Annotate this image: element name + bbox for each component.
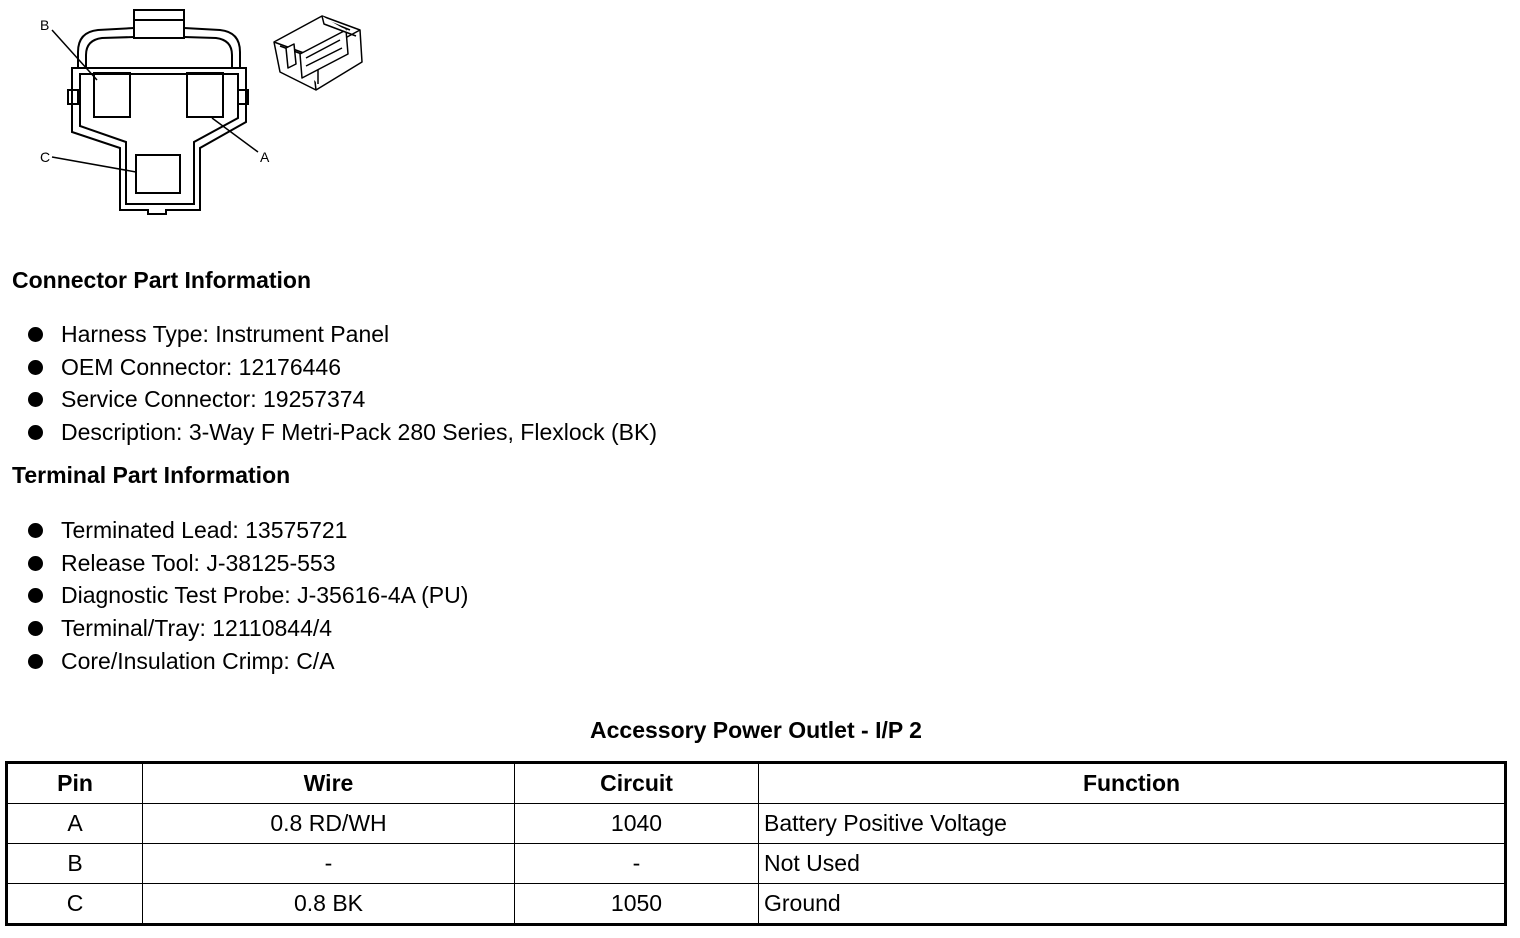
list-item-text: Release Tool: J-38125-553 xyxy=(61,549,336,576)
pin-label-b: B xyxy=(40,17,50,33)
list-item-text: Description: 3-Way F Metri-Pack 280 Series, Flexlock (BK) xyxy=(61,419,658,446)
column-header-function: Function xyxy=(759,763,1506,804)
table-row xyxy=(7,844,1506,884)
cell-function: Ground xyxy=(759,884,1506,925)
cell-wire: - xyxy=(143,844,515,884)
bullet-icon xyxy=(28,654,43,669)
cell-function: Battery Positive Voltage xyxy=(759,804,1506,844)
terminal-info-heading: Terminal Part Information xyxy=(12,462,291,488)
connector-face-outline xyxy=(68,10,248,214)
pin-table xyxy=(5,761,1507,926)
column-header-pin: Pin xyxy=(7,763,143,804)
leader-lines xyxy=(52,30,258,172)
column-header-wire: Wire xyxy=(143,763,515,804)
bullet-icon xyxy=(28,392,43,407)
list-item-text: Terminal/Tray: 12110844/4 xyxy=(61,615,333,642)
connector-info-heading: Connector Part Information xyxy=(12,267,312,293)
list-item-text: Terminated Lead: 13575721 xyxy=(61,517,348,543)
cell-circuit: - xyxy=(515,844,759,884)
column-header-circuit: Circuit xyxy=(515,763,759,804)
table-row xyxy=(7,804,1506,844)
cell-circuit: 1040 xyxy=(515,804,759,844)
pin-label-c: C xyxy=(40,149,51,165)
cell-pin: C xyxy=(7,884,143,925)
cell-pin: B xyxy=(7,844,143,884)
cell-wire: 0.8 RD/WH xyxy=(143,804,515,844)
bullet-icon xyxy=(28,556,43,571)
bullet-icon xyxy=(28,360,43,375)
bullet-icon xyxy=(28,425,43,440)
list-item-text: Diagnostic Test Probe: J-35616-4A (PU) xyxy=(61,582,469,609)
cavity-c xyxy=(136,155,180,193)
pin-table-title: Accessory Power Outlet - I/P 2 xyxy=(590,717,922,743)
pin-label-a: A xyxy=(260,149,270,165)
list-item-text: OEM Connector: 12176446 xyxy=(61,353,342,380)
bullet-icon xyxy=(28,523,43,538)
cavity-a xyxy=(187,73,223,117)
list-item-text: Harness Type: Instrument Panel xyxy=(61,321,390,347)
cell-function: Not Used xyxy=(759,844,1506,884)
cell-circuit: 1050 xyxy=(515,884,759,925)
bullet-icon xyxy=(28,327,43,342)
bullet-icon xyxy=(28,621,43,636)
cavity-b xyxy=(94,73,130,117)
connector-isometric-view xyxy=(274,16,362,90)
cell-pin: A xyxy=(7,804,143,844)
table-header-row xyxy=(7,763,1506,804)
list-item-text: Service Connector: 19257374 xyxy=(61,386,366,413)
table-row xyxy=(7,884,1506,925)
connector-diagram xyxy=(0,0,380,220)
list-item-text: Core/Insulation Crimp: C/A xyxy=(61,647,335,674)
cell-wire: 0.8 BK xyxy=(143,884,515,925)
bullet-icon xyxy=(28,588,43,603)
